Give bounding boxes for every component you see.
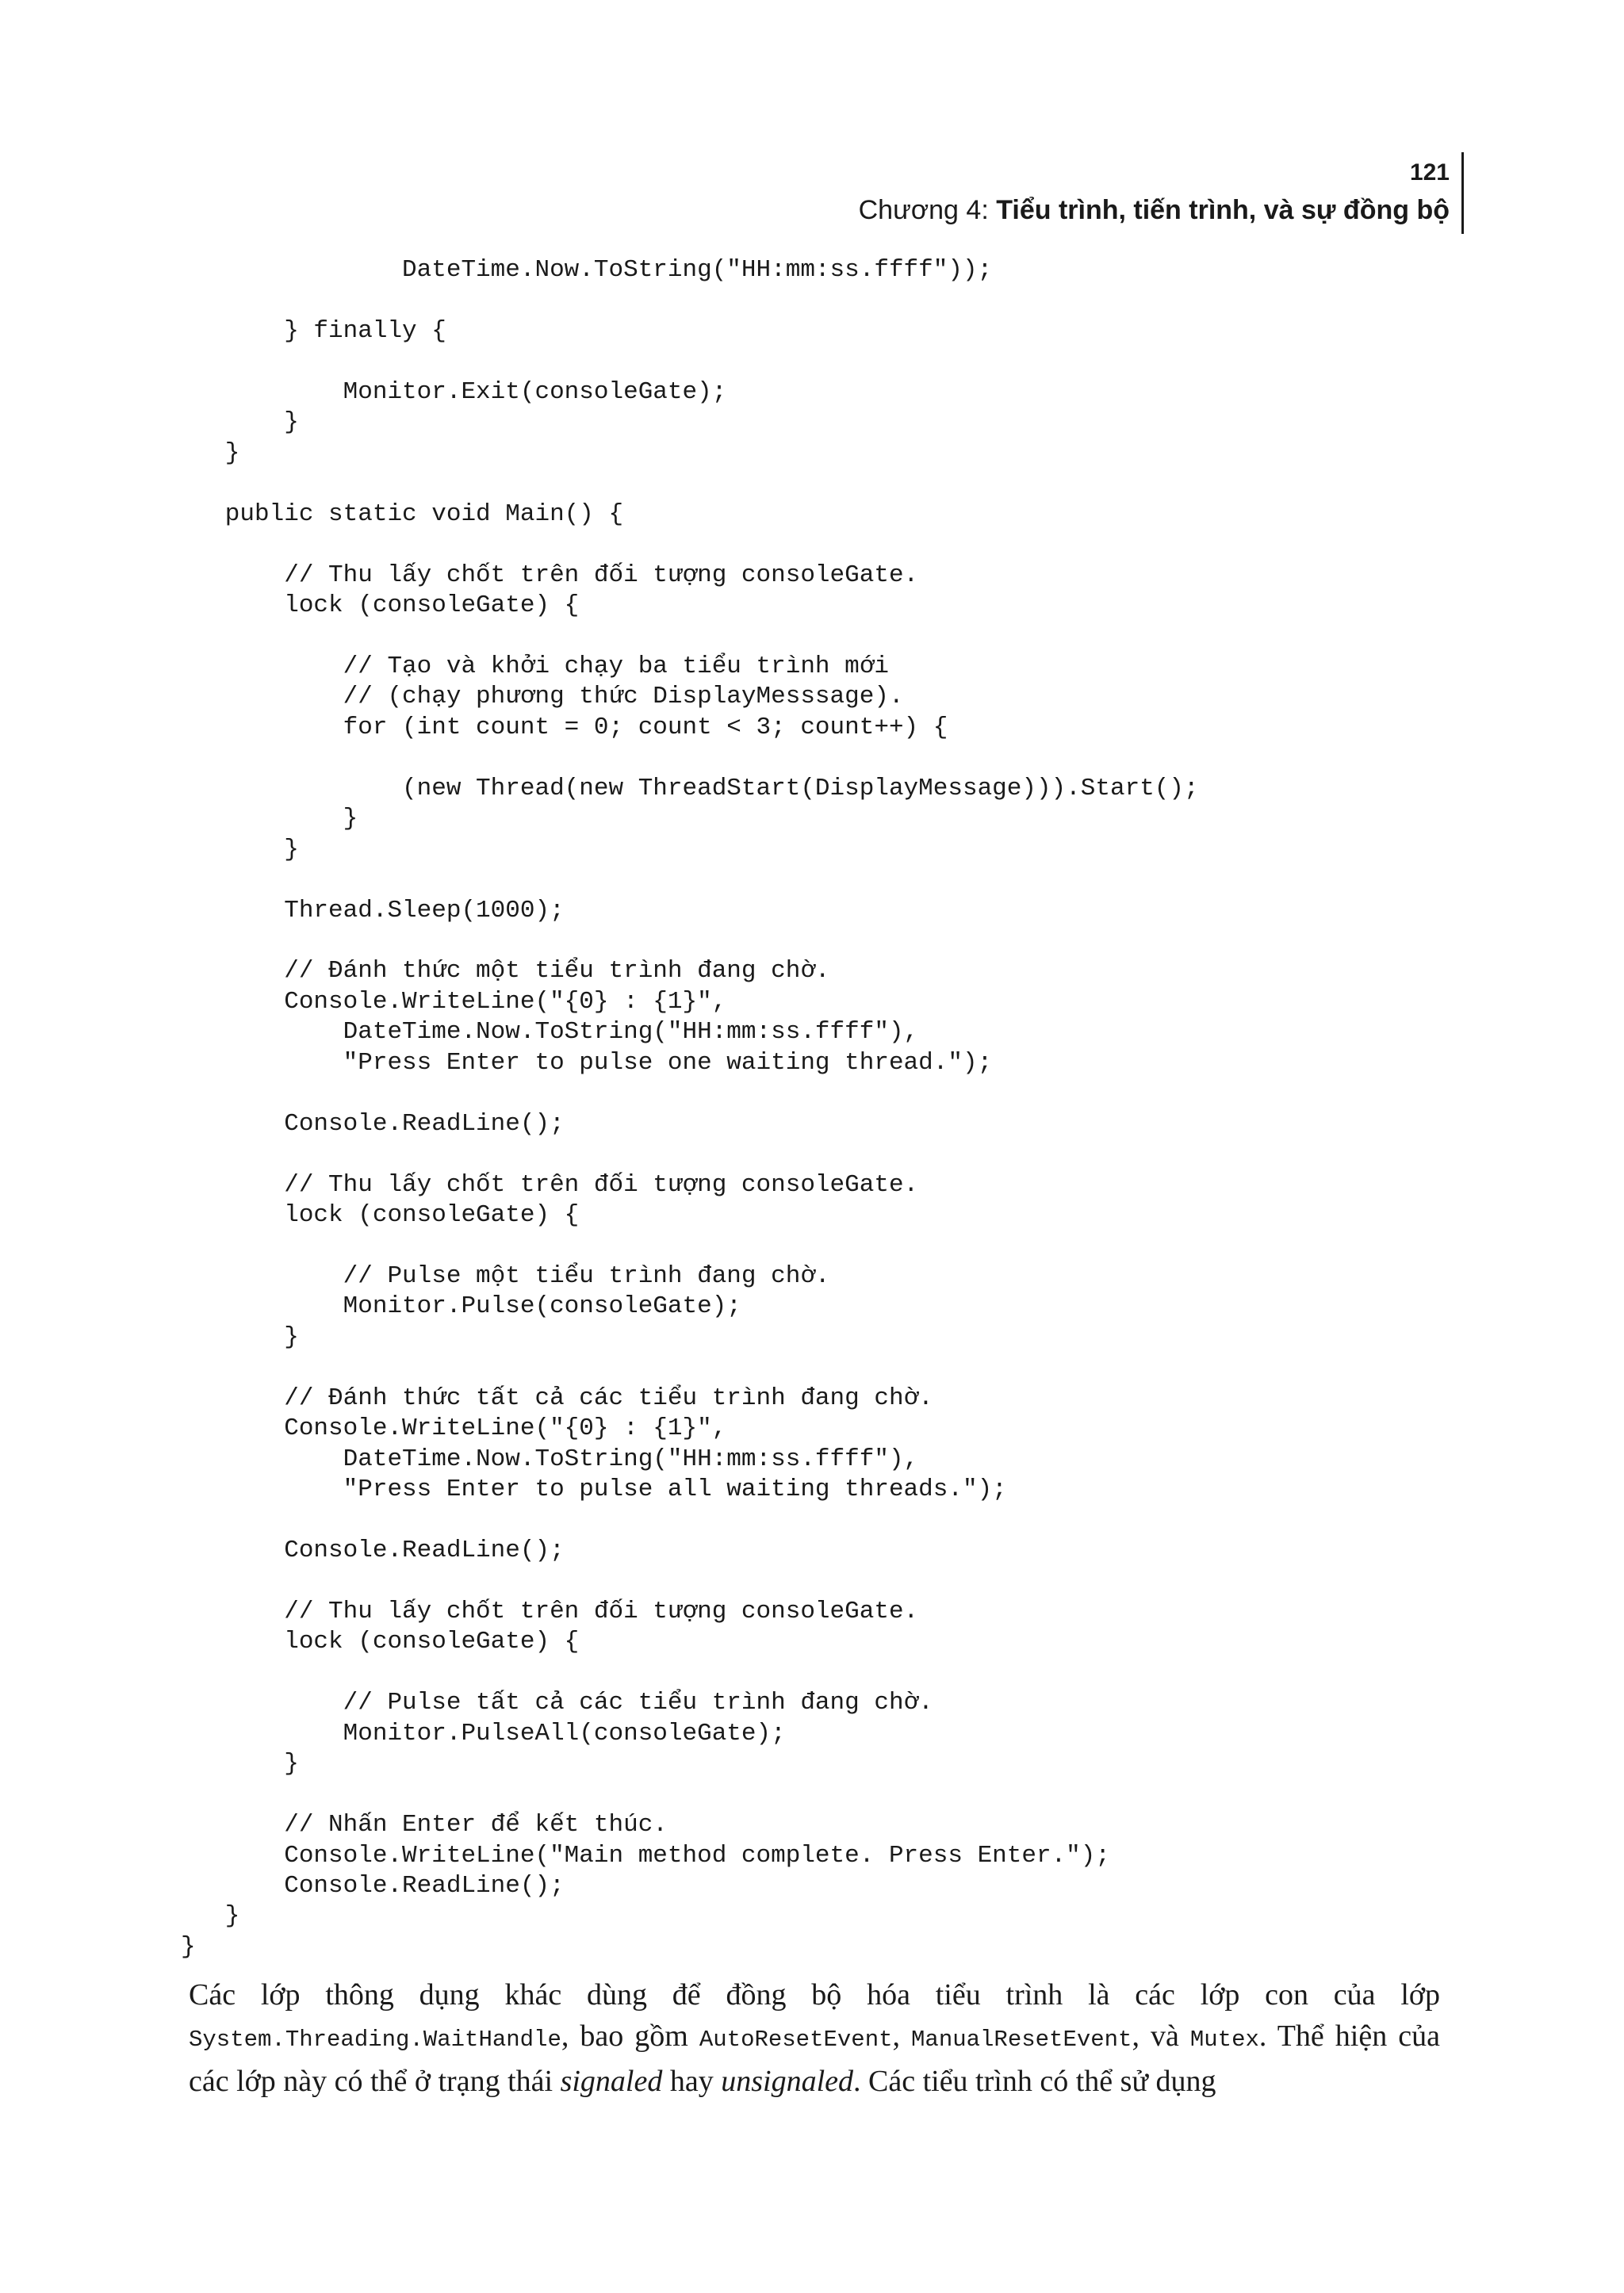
code-line: DateTime.Now.ToString("HH:mm:ss.ffff")); (181, 256, 993, 284)
code-line: DateTime.Now.ToString("HH:mm:ss.ffff"), (181, 1018, 919, 1047)
code-line: // Đánh thức tất cả các tiểu trình đang chờ. (181, 1384, 933, 1412)
body-paragraph (189, 1974, 1440, 2102)
code-line: // Nhấn Enter để kết thúc. (181, 1811, 668, 1839)
code-inline: System.Threading.WaitHandle (189, 2027, 561, 2053)
code-line: } (181, 1902, 240, 1931)
code-line: "Press Enter to pulse one waiting thread."); (181, 1048, 993, 1077)
code-line: // Pulse một tiểu trình đang chờ. (181, 1261, 830, 1290)
chapter-heading (859, 191, 1450, 229)
code-line: lock (consoleGate) { (181, 1201, 580, 1230)
code-line: Monitor.Exit(consoleGate); (181, 377, 727, 406)
paragraph-text: , bao gồm (561, 2019, 699, 2053)
chapter-title: Tiểu trình, tiến trình, và sự đồng bộ (996, 195, 1450, 225)
code-inline: ManualResetEvent (911, 2027, 1132, 2053)
code-line: } (181, 1750, 299, 1778)
page-header (859, 155, 1450, 229)
code-line: lock (consoleGate) { (181, 591, 580, 619)
code-line: public static void Main() { (181, 500, 624, 528)
code-line: Monitor.PulseAll(consoleGate); (181, 1719, 786, 1748)
code-line: // Pulse tất cả các tiểu trình đang chờ. (181, 1689, 933, 1717)
code-listing (181, 255, 1199, 1962)
code-line: // Thu lấy chốt trên đối tượng consoleGate. (181, 561, 919, 589)
code-line: "Press Enter to pulse all waiting threads."); (181, 1476, 1007, 1504)
code-line: Thread.Sleep(1000); (181, 896, 565, 924)
paragraph-text: . Thể hiện của các lớp này có thể ở trạng thái (189, 2019, 1440, 2098)
paragraph-text: hay (662, 2065, 722, 2098)
code-line: Console.ReadLine(); (181, 1109, 565, 1138)
code-line: } (181, 1932, 196, 1961)
chapter-prefix: Chương 4: (858, 195, 997, 225)
code-line: // Tạo và khởi chạy ba tiểu trình mới (181, 652, 889, 680)
code-line: for (int count = 0; count < 3; count++) { (181, 713, 948, 741)
code-line: Console.ReadLine(); (181, 1537, 565, 1565)
code-line: } (181, 1323, 299, 1351)
code-line: } (181, 835, 299, 863)
code-line: (new Thread(new ThreadStart(DisplayMessage))).Start(); (181, 774, 1199, 802)
paragraph-text: Các lớp thông dụng khác dùng để đồng bộ hóa tiểu trình là các lớp con của lớp (189, 1978, 1440, 2012)
paragraph-text: , và (1132, 2019, 1190, 2053)
emphasis-term: signaled (560, 2065, 663, 2098)
code-line: // Đánh thức một tiểu trình đang chờ. (181, 957, 830, 986)
code-line: } (181, 438, 240, 467)
code-inline: Mutex (1189, 2027, 1259, 2053)
header-rule (1461, 152, 1464, 234)
code-line: lock (consoleGate) { (181, 1628, 580, 1656)
code-line: DateTime.Now.ToString("HH:mm:ss.ffff"), (181, 1445, 919, 1473)
code-inline: AutoResetEvent (699, 2027, 893, 2053)
paragraph-text: , (892, 2019, 912, 2053)
code-line: } (181, 408, 299, 437)
emphasis-term: unsignaled (721, 2065, 853, 2098)
paragraph-text: . Các tiểu trình có thể sử dụng (853, 2065, 1216, 2098)
code-line: } (181, 805, 358, 833)
page-number: 121 (1409, 159, 1450, 186)
code-line: // Thu lấy chốt trên đối tượng consoleGate. (181, 1597, 919, 1625)
code-line: Console.WriteLine("{0} : {1}", (181, 987, 727, 1016)
code-line: } finally { (181, 316, 446, 345)
code-line: Console.WriteLine("Main method complete. Press Enter."); (181, 1841, 1110, 1870)
code-line: // (chạy phương thức DisplayMesssage). (181, 683, 904, 711)
code-line: Console.WriteLine("{0} : {1}", (181, 1414, 727, 1443)
code-line: Monitor.Pulse(consoleGate); (181, 1292, 741, 1321)
code-line: // Thu lấy chốt trên đối tượng consoleGate. (181, 1170, 919, 1199)
code-line: Console.ReadLine(); (181, 1872, 565, 1901)
